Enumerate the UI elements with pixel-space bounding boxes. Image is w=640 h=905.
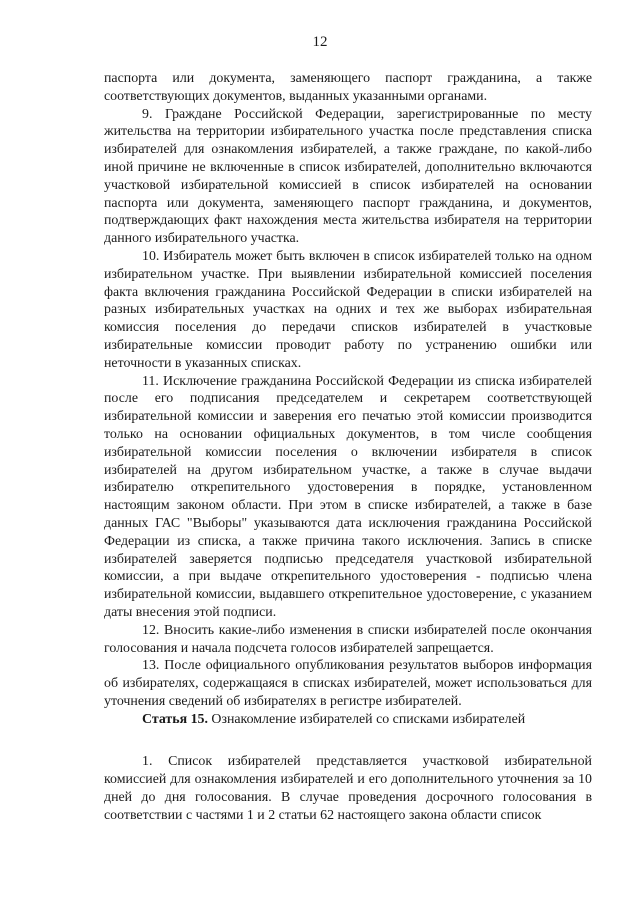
document-body: [104, 70, 592, 825]
article-heading: [104, 711, 592, 729]
paragraph-continuation: паспорта или документа, заменяющего паспорт гражданина, а также соответствующих документов, выданных указанными органами.: [104, 71, 592, 104]
paragraph-item-9: 9. Граждане Российской Федерации, зарегистрированные по месту жительства на территории избирательного участка после представления списка избирателей для ознакомления избирателей, а также граждане, по какой-либо иной причине не включенные в список избирателей, дополнительно включаются участковой избирательной комиссией в список избирателей на основании паспорта или документа, заменяющего паспорт гражданина, и документов, подтверждающих факт нахождения места жительства избирателя на территории данного избирательного участка.: [104, 106, 592, 247]
article-title: Ознакомление избирателей со списками избирателей: [207, 711, 526, 727]
article-number: Статья 15.: [142, 711, 208, 727]
page-number: 12: [312, 34, 328, 50]
article-paragraph-1: 1. Список избирателей представляется участковой избирательной комиссией для ознакомления избирателей и его дополнительного уточнения за 10 дней до дня голосования. В случае проведения досрочного голосования в соответствии с частями 1 и 2 статьи 62 настоящего закона области список: [104, 754, 592, 823]
paragraph-item-13: 13. После официального опубликования результатов выборов информация об избирателях, содержащаяся в списках избирателей, может использоваться для уточнения сведений об избирателях в регистре избирателей.: [104, 658, 592, 709]
paragraph-item-10: 10. Избиратель может быть включен в список избирателей только на одном избирательном участке. При выявлении избирательной комиссией поселения факта включения гражданина Российской Федерации в списки избирателей на разных избирательных участках на одних и тех же выборах избирательная комиссия поселения до передачи списков избирателей в участковые избирательные комиссии проводит работу по устранению ошибки или неточности в указанных списках.: [104, 248, 592, 371]
paragraph-item-11: 11. Исключение гражданина Российской Федерации из списка избирателей после его подписания председателем и секретарем соответствующей избирательной комиссии и заверения его печатью этой комиссии производится только на основании официальных документов, в том числе сообщения избирательной комиссии поселения о включении избирателя в список избирателей на другом избирательном участке, а также в случае выдачи избирателю открепительного удостоверения в порядке, установленном настоящим законом области. При этом в списке избирателей, а также в базе данных ГАС "Выборы" указываются дата исключения гражданина Российской Федерации из списка, а также причина такого исключения. Запись в списке избирателей заверяется подписью председателя участковой избирательной комиссии, а при выдаче открепительного удостоверения - подписью члена избирательной комиссии, выдавшего открепительное удостоверение, с указанием даты внесения этой подписи.: [104, 373, 592, 620]
paragraph-item-12: 12. Вносить какие-либо изменения в списки избирателей после окончания голосования и начала подсчета голосов избирателей запрещается.: [104, 622, 592, 656]
